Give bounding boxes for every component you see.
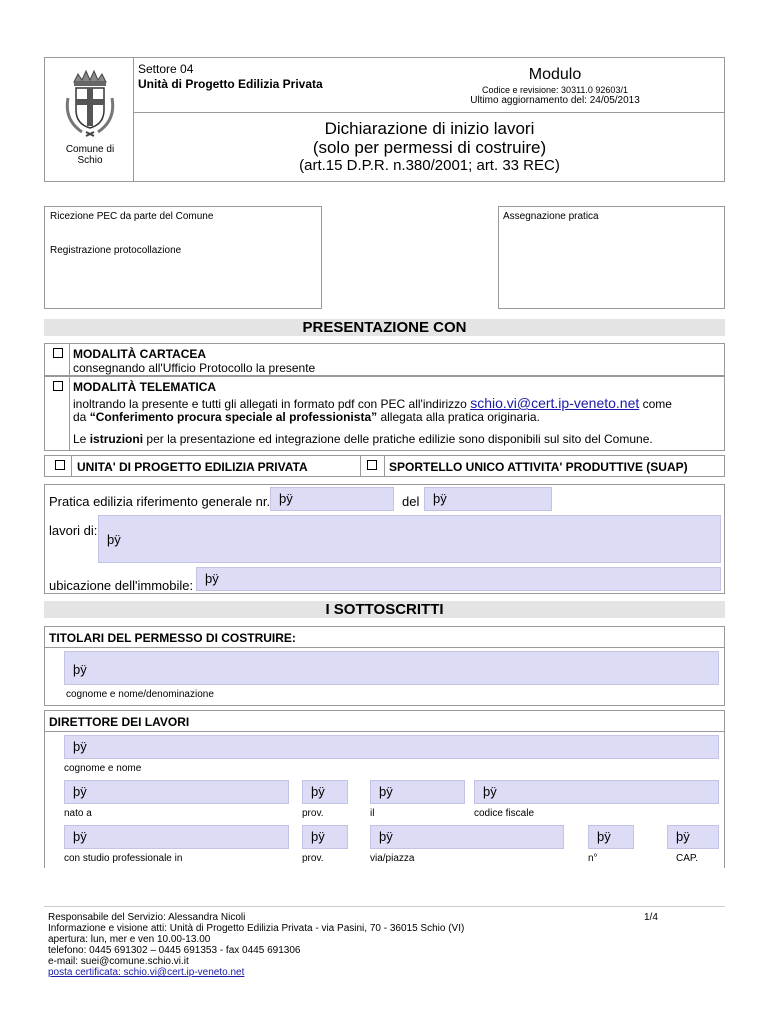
footer-divider xyxy=(44,906,725,907)
cap-field[interactable]: þÿ xyxy=(667,825,719,849)
telematica-text-da: da xyxy=(73,410,87,424)
settore-label: Settore 04 xyxy=(138,62,194,76)
telematica-checkbox[interactable] xyxy=(53,381,63,391)
doc-title: Dichiarazione di inizio lavori xyxy=(324,119,535,138)
del-label: del xyxy=(402,494,420,509)
suap-checkbox[interactable] xyxy=(367,460,377,470)
titolari-title: TITOLARI DEL PERMESSO DI COSTRUIRE: xyxy=(49,631,296,645)
lavori-field[interactable]: þÿ xyxy=(98,515,721,563)
ubicazione-field[interactable]: þÿ xyxy=(196,567,721,591)
registrazione-label: Registrazione protocollazione xyxy=(50,245,182,256)
cartacea-checkbox[interactable] xyxy=(53,348,63,358)
unita-option-label: UNITA' DI PROGETTO EDILIZIA PRIVATA xyxy=(77,460,308,474)
sottoscritti-heading: I SOTTOSCRITTI xyxy=(44,601,725,618)
nato-a-field[interactable]: þÿ xyxy=(64,780,289,804)
istruzioni-post: per la presentazione ed integrazione delle pratiche edilizie sono disponibili sul sito del Comune. xyxy=(146,432,653,446)
telematica-text-1: inoltrando la presente e tutti gli allegati in formato pdf con PEC all'indirizzo xyxy=(73,397,467,411)
studio-field[interactable]: þÿ xyxy=(64,825,289,849)
footer-apertura: apertura: lun, mer e ven 10.00-13.00 xyxy=(48,934,211,945)
data-nascita-field[interactable]: þÿ xyxy=(370,780,465,804)
direttore-nome-field[interactable]: þÿ xyxy=(64,735,719,759)
ubicazione-label: ubicazione dell'immobile: xyxy=(49,578,194,593)
titolari-caption: cognome e nome/denominazione xyxy=(66,689,214,700)
comune-label: Comune di Schio xyxy=(65,144,115,166)
il-caption: il xyxy=(370,808,375,819)
riferimento-label: Pratica edilizia riferimento generale nr. xyxy=(49,494,271,509)
cognome-nome-caption: cognome e nome xyxy=(64,763,142,774)
nato-a-caption: nato a xyxy=(64,808,92,819)
unita-checkbox[interactable] xyxy=(55,460,65,470)
istruzioni-bold: istruzioni xyxy=(89,432,144,446)
codice-revisione: Codice e revisione: 30311.0 92603/1 xyxy=(482,85,628,95)
destinatari-vdivider-3 xyxy=(384,455,385,477)
suap-option-label: SPORTELLO UNICO ATTIVITA' PRODUTTIVE (SUAP) xyxy=(389,460,688,474)
footer-responsabile: Responsabile del Servizio: Alessandra Nicoli xyxy=(48,912,246,923)
ultimo-aggiornamento: Ultimo aggiornamento del: 24/05/2013 xyxy=(470,95,640,106)
presentazione-heading: PRESENTAZIONE CON xyxy=(44,319,725,336)
footer-page-number: 1/4 xyxy=(644,912,658,923)
cartacea-vdivider xyxy=(69,343,70,376)
codice-fiscale-caption: codice fiscale xyxy=(474,808,535,819)
via-caption: via/piazza xyxy=(370,853,415,864)
lavori-label: lavori di: xyxy=(49,523,98,538)
telematica-procura-line xyxy=(73,410,540,424)
titolari-field[interactable]: þÿ xyxy=(64,651,719,685)
telematica-vdivider xyxy=(69,376,70,451)
footer-pec-link[interactable]: posta certificata: schio.vi@cert.ip-veneto.net xyxy=(48,967,245,978)
cartacea-title: MODALITÀ CARTACEA xyxy=(73,347,207,361)
cartacea-text: consegnando all'Ufficio Protocollo la presente xyxy=(73,361,316,375)
assegnazione-label: Assegnazione pratica xyxy=(503,211,599,222)
header-hdivider xyxy=(133,112,725,113)
titolari-divider xyxy=(44,647,725,648)
prov-studio-field[interactable]: þÿ xyxy=(302,825,348,849)
prov-nascita-field[interactable]: þÿ xyxy=(302,780,348,804)
cap-caption: CAP. xyxy=(676,853,699,864)
telematica-text-come: come xyxy=(642,397,672,411)
destinatari-vdivider-2 xyxy=(360,455,361,477)
numero-caption: n° xyxy=(588,853,598,864)
numero-civico-field[interactable]: þÿ xyxy=(588,825,634,849)
allegata-text: allegata alla pratica originaria. xyxy=(380,410,540,424)
telematica-title: MODALITÀ TELEMATICA xyxy=(73,380,217,394)
destinatari-vdivider-1 xyxy=(71,455,72,477)
footer-email: e-mail: suei@comune.schio.vi.it xyxy=(48,956,189,967)
istruzioni-line xyxy=(73,432,653,446)
istruzioni-pre: Le xyxy=(73,432,87,446)
unita-label: Unità di Progetto Edilizia Privata xyxy=(138,77,323,91)
del-field[interactable]: þÿ xyxy=(424,487,552,511)
coat-of-arms-icon xyxy=(60,68,120,140)
footer-informazione: Informazione e visione atti: Unità di Progetto Edilizia Privata - via Pasini, 70 - 36015 Schio (VI) xyxy=(48,923,465,934)
footer-telefono: telefono: 0445 691302 – 0445 691353 - fax 0445 691306 xyxy=(48,945,301,956)
ricezione-pec-label: Ricezione PEC da parte del Comune xyxy=(50,211,214,222)
procura-text: “Conferimento procura speciale al professionista” xyxy=(89,410,378,424)
doc-subtitle: (solo per permessi di costruire) xyxy=(312,138,547,157)
pec-link[interactable]: schio.vi@cert.ip-veneto.net xyxy=(470,395,640,411)
riferimento-field[interactable]: þÿ xyxy=(270,487,394,511)
studio-caption: con studio professionale in xyxy=(64,853,183,864)
codice-fiscale-field[interactable]: þÿ xyxy=(474,780,719,804)
prov-caption: prov. xyxy=(302,808,324,819)
doc-law-ref: (art.15 D.P.R. n.380/2001; art. 33 REC) xyxy=(299,157,560,174)
direttore-title: DIRETTORE DEI LAVORI xyxy=(49,715,190,729)
via-piazza-field[interactable]: þÿ xyxy=(370,825,564,849)
direttore-divider xyxy=(44,731,725,732)
modulo-label: Modulo xyxy=(528,66,582,83)
prov2-caption: prov. xyxy=(302,853,324,864)
telematica-text xyxy=(73,395,723,411)
